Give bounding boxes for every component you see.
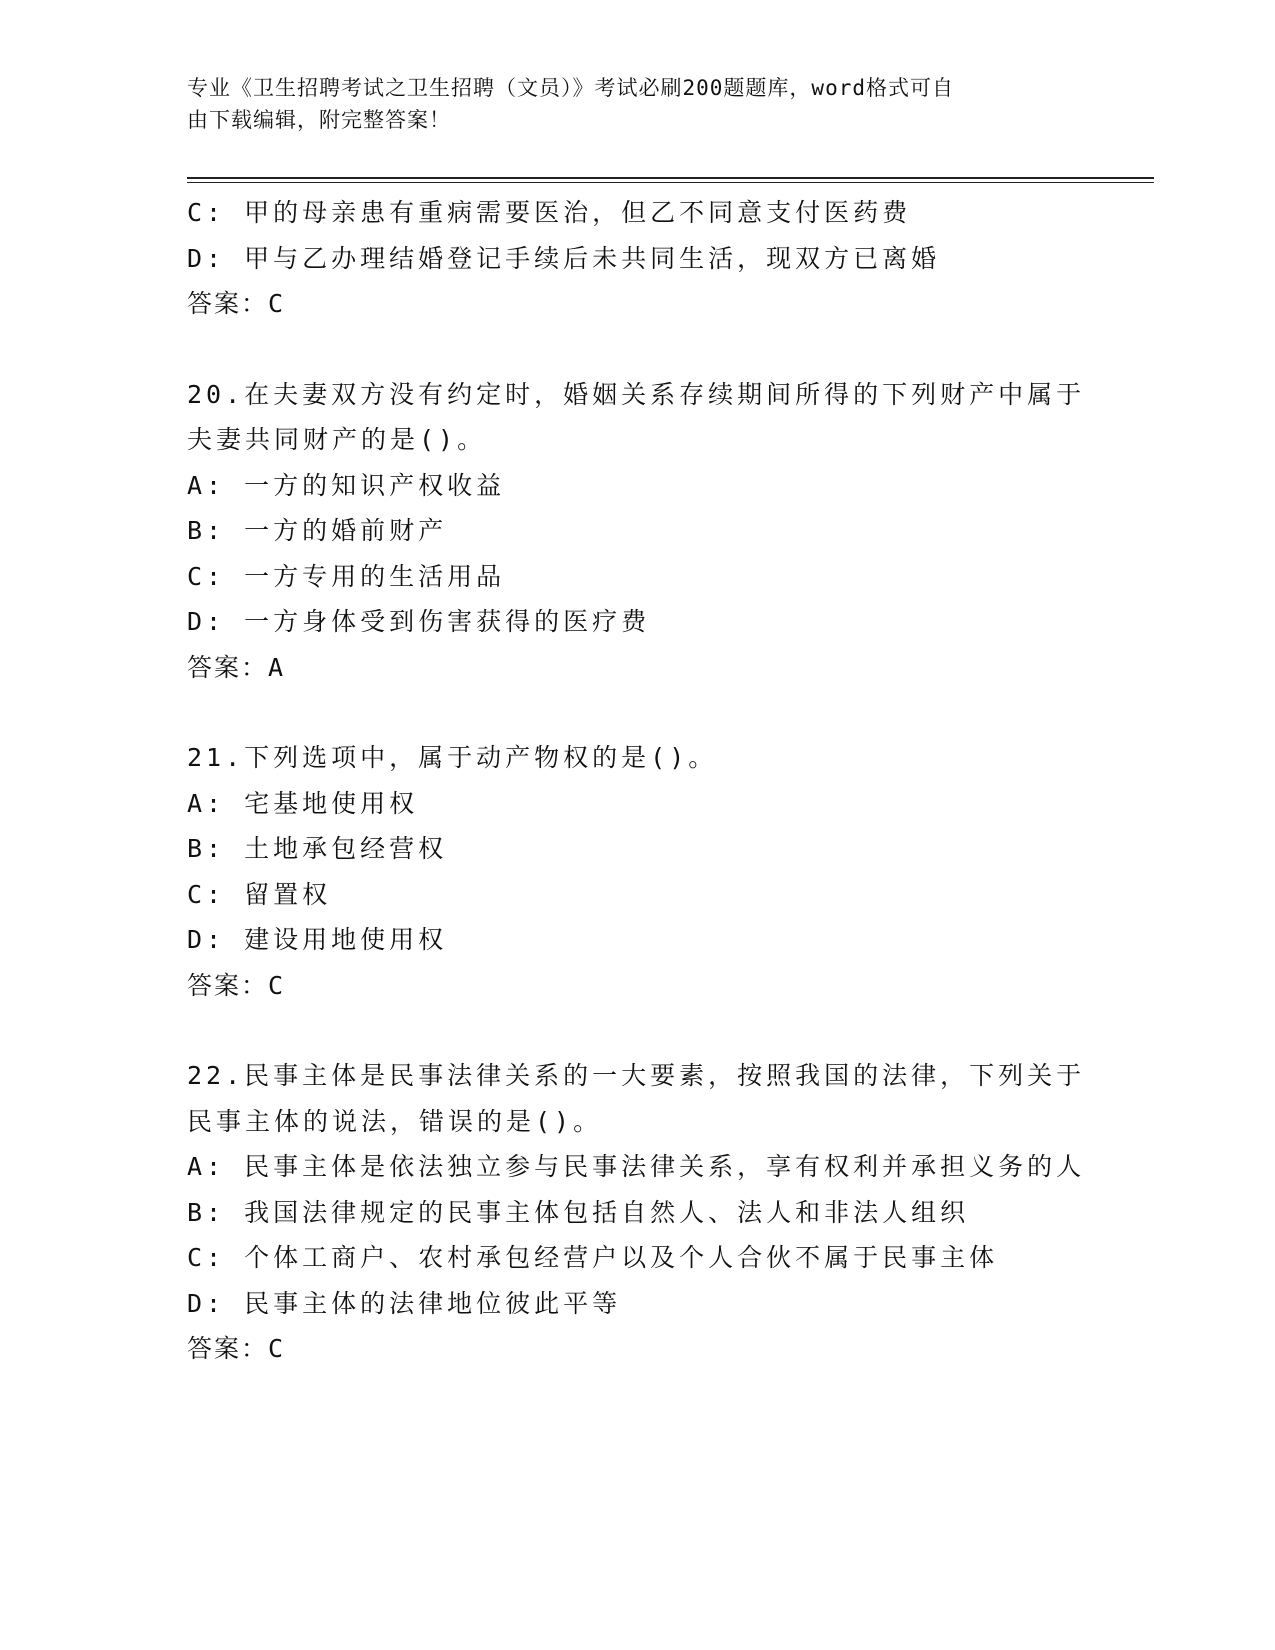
- option-a: A: 宅基地使用权: [187, 788, 419, 818]
- answer-line: 答案：C: [187, 289, 286, 318]
- option-d: D: 民事主体的法律地位彼此平等: [187, 1288, 622, 1318]
- question-stem: 20.在夫妻双方没有约定时，婚姻关系存续期间所得的下列财产中属于: [187, 379, 1086, 409]
- question-block-22: [187, 1053, 1087, 1372]
- option-b: B: 土地承包经营权: [187, 834, 448, 863]
- answer-line: 答案：C: [187, 1334, 286, 1363]
- option-c: C: 个体工商户、农村承包经营户以及个人合伙不属于民事主体: [187, 1243, 999, 1272]
- answer-line: 答案：C: [187, 970, 286, 1000]
- answer-line: 答案：A: [187, 652, 286, 682]
- option-a: A: 一方的知识产权收益: [187, 470, 506, 500]
- header-rule-thin: [187, 182, 1154, 183]
- spacer: [187, 1008, 1087, 1053]
- option-d: D: 甲与乙办理结婚登记手续后未共同生活，现双方已离婚: [187, 243, 941, 273]
- document-header: [187, 72, 1067, 136]
- header-rule-thick: [187, 177, 1154, 179]
- question-list: [187, 190, 1087, 1372]
- question-stem: 民事主体的说法，错误的是()。: [187, 1106, 603, 1136]
- option-c: C: 一方专用的生活用品: [187, 561, 506, 591]
- question-stem: 21.下列选项中，属于动产物权的是()。: [187, 743, 718, 772]
- question-block-21: [187, 735, 1087, 1008]
- question-stem: 22.民事主体是民事法律关系的一大要素，按照我国的法律，下列关于: [187, 1061, 1086, 1090]
- option-c: C: 甲的母亲患有重病需要医治，但乙不同意支付医药费: [187, 198, 912, 227]
- option-d: D: 建设用地使用权: [187, 925, 448, 954]
- option-c: C: 留置权: [187, 879, 332, 909]
- question-stem: 夫妻共同财产的是()。: [187, 425, 487, 454]
- option-d: D: 一方身体受到伤害获得的医疗费: [187, 607, 651, 636]
- option-b: B: 一方的婚前财产: [187, 516, 448, 545]
- option-a: A: 民事主体是依法独立参与民事法律关系，享有权利并承担义务的人: [187, 1152, 1086, 1181]
- option-b: B: 我国法律规定的民事主体包括自然人、法人和非法人组织: [187, 1197, 970, 1227]
- question-block-20: [187, 372, 1087, 691]
- spacer: [187, 690, 1087, 735]
- header-line-2: 由下载编辑，附完整答案！: [187, 108, 451, 132]
- spacer: [187, 327, 1087, 372]
- question-block-prev: [187, 190, 1087, 327]
- header-line-1: 专业《卫生招聘考试之卫生招聘（文员）》考试必刷200题题库，word格式可自: [187, 76, 954, 100]
